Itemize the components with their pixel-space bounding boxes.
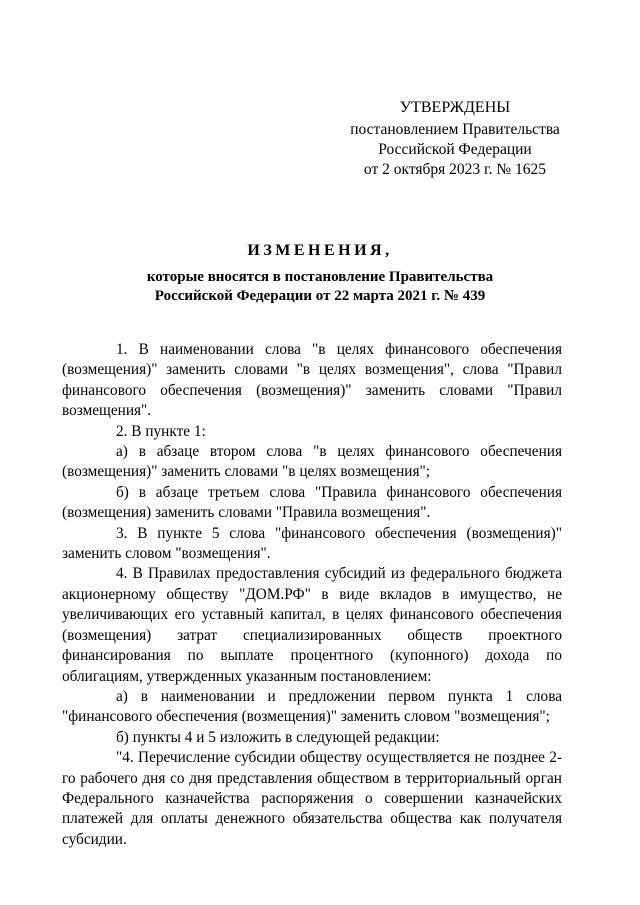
approval-line: от 2 октября 2023 г. № 1625 <box>363 161 547 178</box>
paragraph-item-3: 3. В пункте 5 слова "финансового обеспечения (возмещения)" заменить словом "возмещения". <box>62 524 562 563</box>
approval-heading: УТВЕРЖДЕНЫ <box>399 99 511 116</box>
paragraph-quoted-item-4: "4. Перечисление субсидии обществу осуществляется не позднее 2-го рабочего дня со дня представления обществом в территориальный орган Федерального казначейства распоряжения о совершении казначейских платежей для оплаты денежного обязательства общества как получателя субсидии. <box>62 749 562 848</box>
paragraph-subitem-b: б) в абзаце третьем слова "Правила финансового обеспечения (возмещения) заменить словами "Правила возмещения". <box>62 483 562 522</box>
approval-line: Российской Федерации <box>378 141 532 158</box>
subtitle-line: которые вносятся в постановление Правительства <box>146 269 494 285</box>
paragraph-item-1: 1. В наименовании слова "в целях финансового обеспечения (возмещения)" заменить словами "в целях возмещения", слова "Правил финансового обеспечения (возмещения)" заменить словами "Правил возмещения". <box>62 341 562 420</box>
paragraph-subitem-b: б) пункты 4 и 5 изложить в следующей редакции: <box>116 728 440 746</box>
approval-line: постановлением Правительства <box>350 121 560 138</box>
paragraph-item-2: 2. В пункте 1: <box>116 422 206 440</box>
document-body <box>62 340 562 850</box>
subtitle-line: Российской Федерации от 22 марта 2021 г. № 439 <box>154 288 486 304</box>
approval-stamp <box>350 98 560 180</box>
paragraph-subitem-a: а) в абзаце втором слова "в целях финансового обеспечения (возмещения)" заменить словами "в целях возмещения"; <box>62 443 562 481</box>
paragraph-subitem-a: а) в наименовании и предложении первом пункта 1 слова "финансового обеспечения (возмещения)" заменить словом "возмещения"; <box>62 687 562 726</box>
document-subtitle <box>0 268 640 306</box>
paragraph-item-4: 4. В Правилах предоставления субсидий из федерального бюджета акционерному обществу "ДОМ.РФ" в виде вкладов в имущество, не увеличивающих его уставный капитал, в целях финансового обеспечения (возмещения) затрат специализированных обществ проектного финансирования по выплате процентного (купонного) дохода по облигациям, утвержденных указанным постановлением: <box>62 565 562 685</box>
document-title: ИЗМЕНЕНИЯ, <box>247 242 393 259</box>
